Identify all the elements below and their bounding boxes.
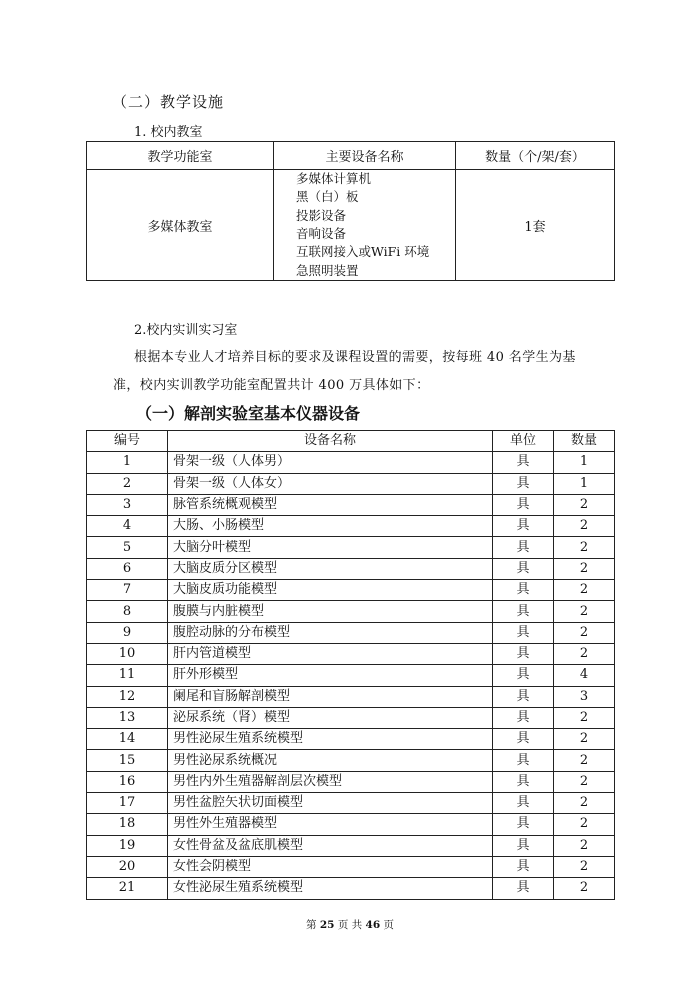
row-count: 2 (554, 558, 615, 579)
table-row (87, 814, 615, 835)
row-count: 2 (554, 835, 615, 856)
header-name: 设备名称 (168, 431, 493, 452)
equipment-item: 互联网接入或WiFi 环境 (296, 244, 430, 260)
section-title: （二）教学设施 (112, 93, 225, 111)
table-row (87, 558, 615, 579)
row-count: 2 (554, 707, 615, 728)
row-number: 17 (87, 793, 168, 814)
row-unit: 具 (493, 494, 554, 515)
subsection-title-classroom: 1. 校内教室 (134, 125, 203, 140)
row-equipment-name: 男性泌尿生殖系统模型 (168, 729, 493, 750)
paragraph-line-2: 准，校内实训教学功能室配置共计 400 万具体如下： (113, 378, 430, 393)
header-number: 编号 (87, 431, 168, 452)
row-number: 12 (87, 686, 168, 707)
row-number: 18 (87, 814, 168, 835)
row-unit: 具 (493, 707, 554, 728)
row-equipment-name: 大肠、小肠模型 (168, 516, 493, 537)
row-number: 7 (87, 580, 168, 601)
row-count: 2 (554, 750, 615, 771)
table-row (87, 580, 615, 601)
row-unit: 具 (493, 473, 554, 494)
equipment-cell (274, 170, 456, 281)
equipment-list (274, 170, 455, 280)
row-equipment-name: 脉管系统概观模型 (168, 494, 493, 515)
row-number: 20 (87, 856, 168, 877)
subsection-title-training-room: 2.校内实训实习室 (134, 323, 238, 338)
table-row (87, 771, 615, 792)
row-unit: 具 (493, 750, 554, 771)
row-equipment-name: 腹腔动脉的分布模型 (168, 622, 493, 643)
classroom-table-header (87, 142, 615, 170)
row-number: 10 (87, 643, 168, 664)
page-footer (0, 917, 700, 932)
row-count: 1 (554, 452, 615, 473)
table-row (87, 537, 615, 558)
row-number: 14 (87, 729, 168, 750)
header-room: 教学功能室 (87, 142, 274, 170)
anatomy-lab-title: （一）解剖实验室基本仪器设备 (136, 404, 361, 423)
table-row (87, 686, 615, 707)
row-number: 6 (87, 558, 168, 579)
row-equipment-name: 女性泌尿生殖系统模型 (168, 878, 493, 899)
table-row (87, 601, 615, 622)
footer-suffix: 页 (383, 919, 394, 931)
row-unit: 具 (493, 771, 554, 792)
classroom-table (86, 141, 615, 281)
row-number: 4 (87, 516, 168, 537)
row-unit: 具 (493, 814, 554, 835)
row-count: 2 (554, 622, 615, 643)
table-row (87, 707, 615, 728)
row-unit: 具 (493, 686, 554, 707)
row-equipment-name: 泌尿系统（肾）模型 (168, 707, 493, 728)
row-unit: 具 (493, 558, 554, 579)
row-count: 1 (554, 473, 615, 494)
row-number: 19 (87, 835, 168, 856)
row-number: 9 (87, 622, 168, 643)
row-number: 21 (87, 878, 168, 899)
paragraph-line-1: 根据本专业人才培养目标的要求及课程设置的需要，按每班 40 名学生为基 (134, 350, 576, 365)
row-number: 11 (87, 665, 168, 686)
row-count: 2 (554, 878, 615, 899)
header-equipment: 主要设备名称 (274, 142, 456, 170)
row-number: 5 (87, 537, 168, 558)
room-quantity: 1套 (456, 170, 615, 281)
equipment-item: 音响设备 (296, 226, 347, 241)
row-equipment-name: 大脑分叶模型 (168, 537, 493, 558)
row-number: 15 (87, 750, 168, 771)
row-count: 2 (554, 516, 615, 537)
table-row (87, 878, 615, 899)
equipment-table (86, 430, 615, 900)
row-equipment-name: 男性泌尿系统概况 (168, 750, 493, 771)
table-row (87, 473, 615, 494)
row-equipment-name: 骨架一级（人体男） (168, 452, 493, 473)
table-row (87, 516, 615, 537)
row-unit: 具 (493, 878, 554, 899)
table-row (87, 856, 615, 877)
table-row (87, 793, 615, 814)
row-number: 8 (87, 601, 168, 622)
equipment-item: 急照明装置 (296, 262, 359, 278)
equipment-item: 投影设备 (296, 207, 347, 223)
equipment-table-body (87, 452, 615, 899)
row-count: 3 (554, 686, 615, 707)
footer-prefix: 第 (306, 919, 317, 931)
equipment-table-header (87, 431, 615, 452)
row-equipment-name: 肝内管道模型 (168, 643, 493, 664)
footer-total-pages: 46 (365, 919, 381, 931)
equipment-item: 多媒体计算机 (296, 171, 372, 187)
row-unit: 具 (493, 537, 554, 558)
row-count: 4 (554, 665, 615, 686)
row-count: 2 (554, 537, 615, 558)
row-count: 2 (554, 814, 615, 835)
table-row (87, 835, 615, 856)
row-equipment-name: 男性盆腔矢状切面模型 (168, 793, 493, 814)
row-count: 2 (554, 771, 615, 792)
footer-current-page: 25 (319, 919, 335, 931)
row-unit: 具 (493, 643, 554, 664)
table-row (87, 452, 615, 473)
row-count: 2 (554, 494, 615, 515)
row-number: 3 (87, 494, 168, 515)
row-unit: 具 (493, 601, 554, 622)
header-unit: 单位 (493, 431, 554, 452)
row-equipment-name: 女性骨盆及盆底肌模型 (168, 835, 493, 856)
header-count: 数量 (554, 431, 615, 452)
row-unit: 具 (493, 793, 554, 814)
table-row (87, 622, 615, 643)
footer-middle: 页 共 (337, 919, 363, 931)
row-equipment-name: 男性外生殖器模型 (168, 814, 493, 835)
row-unit: 具 (493, 856, 554, 877)
table-row (87, 750, 615, 771)
classroom-table-row (87, 170, 615, 281)
row-unit: 具 (493, 516, 554, 537)
row-equipment-name: 骨架一级（人体女） (168, 473, 493, 494)
row-equipment-name: 大脑皮质分区模型 (168, 558, 493, 579)
row-unit: 具 (493, 452, 554, 473)
table-row (87, 665, 615, 686)
row-count: 2 (554, 601, 615, 622)
row-unit: 具 (493, 580, 554, 601)
row-unit: 具 (493, 665, 554, 686)
row-count: 2 (554, 793, 615, 814)
row-equipment-name: 腹膜与内脏模型 (168, 601, 493, 622)
row-count: 2 (554, 643, 615, 664)
row-unit: 具 (493, 622, 554, 643)
table-row (87, 494, 615, 515)
row-equipment-name: 女性会阴模型 (168, 856, 493, 877)
row-number: 1 (87, 452, 168, 473)
row-number: 13 (87, 707, 168, 728)
equipment-item: 黑（白）板 (296, 189, 359, 205)
table-row (87, 729, 615, 750)
table-row (87, 643, 615, 664)
row-count: 2 (554, 856, 615, 877)
room-name: 多媒体教室 (87, 170, 274, 281)
row-equipment-name: 男性内外生殖器解剖层次模型 (168, 771, 493, 792)
row-unit: 具 (493, 835, 554, 856)
row-equipment-name: 大脑皮质功能模型 (168, 580, 493, 601)
row-number: 16 (87, 771, 168, 792)
row-equipment-name: 肝外形模型 (168, 665, 493, 686)
row-count: 2 (554, 580, 615, 601)
row-count: 2 (554, 729, 615, 750)
row-equipment-name: 阑尾和盲肠解剖模型 (168, 686, 493, 707)
header-quantity: 数量（个/架/套） (456, 142, 615, 170)
row-unit: 具 (493, 729, 554, 750)
row-number: 2 (87, 473, 168, 494)
